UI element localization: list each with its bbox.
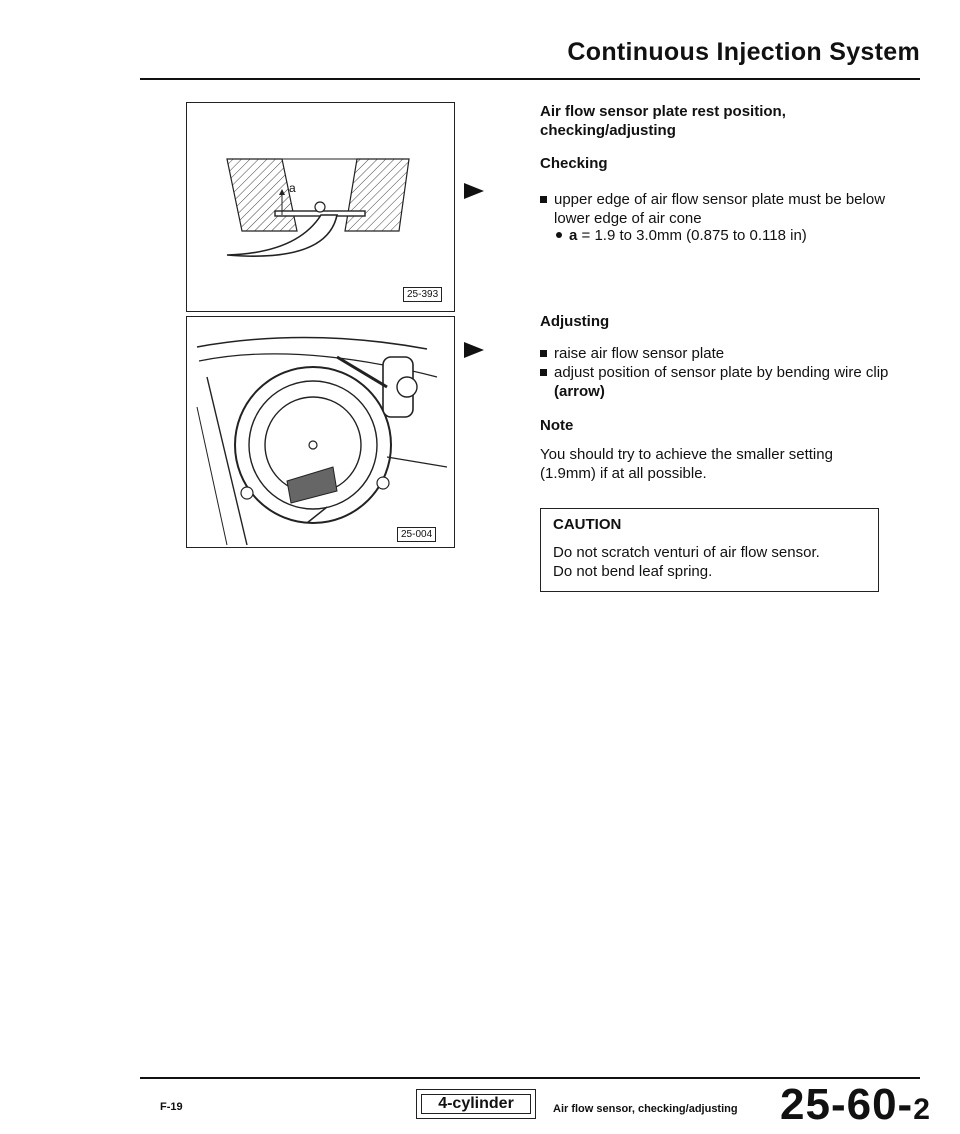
- figure-air-flow-sensor-photo: [186, 316, 455, 548]
- list-item-text: adjust position of sensor plate by bending wire clip: [554, 364, 889, 381]
- adjusting-list: [540, 344, 890, 401]
- footer-code: F-19: [160, 1101, 183, 1113]
- caution-line: Do not bend leaf spring.: [553, 563, 713, 580]
- air-flow-sensor-diagram: [187, 317, 454, 547]
- caution-box: [540, 508, 879, 592]
- figure-sensor-plate-section: [186, 102, 455, 312]
- page-title: Continuous Injection System: [567, 38, 920, 66]
- measurement-label: a: [569, 227, 578, 244]
- page-number-main: 25-60-: [780, 1080, 914, 1129]
- sensor-plate-diagram: [187, 103, 454, 311]
- checking-list: [540, 190, 890, 228]
- note-text: You should try to achieve the smaller setting (1.9mm) if at all possible.: [540, 446, 833, 482]
- footer-divider: [140, 1077, 920, 1079]
- figure-code: 25-004: [397, 527, 436, 542]
- page-number-sub: 2: [913, 1093, 931, 1126]
- page-number: [780, 1080, 931, 1130]
- figure-code: 25-393: [403, 287, 442, 302]
- dimension-label-a: a: [289, 181, 296, 195]
- list-item: upper edge of air flow sensor plate must be below lower edge of air cone: [540, 190, 890, 228]
- caution-line: Do not scratch venturi of air flow sensor.: [553, 544, 820, 561]
- adjusting-heading: Adjusting: [540, 313, 610, 330]
- list-item-emphasis: (arrow): [554, 383, 605, 400]
- list-item: [540, 363, 890, 401]
- pointer-arrow-icon: [464, 342, 484, 358]
- caution-heading: CAUTION: [553, 516, 622, 533]
- measurement-item: [556, 226, 807, 245]
- measurement-value: = 1.9 to 3.0mm (0.875 to 0.118 in): [577, 227, 807, 244]
- list-item: raise air flow sensor plate: [540, 344, 890, 363]
- header-divider: [140, 78, 920, 80]
- section-title: Air flow sensor plate rest position, checking/adjusting: [540, 103, 786, 139]
- checking-heading: Checking: [540, 155, 608, 172]
- note-heading: Note: [540, 417, 574, 434]
- footer-tab-label: 4-cylinder: [416, 1089, 536, 1119]
- pointer-arrow-icon: [464, 183, 484, 199]
- caution-text: [553, 543, 868, 581]
- footer-caption: Air flow sensor, checking/adjusting: [553, 1103, 738, 1115]
